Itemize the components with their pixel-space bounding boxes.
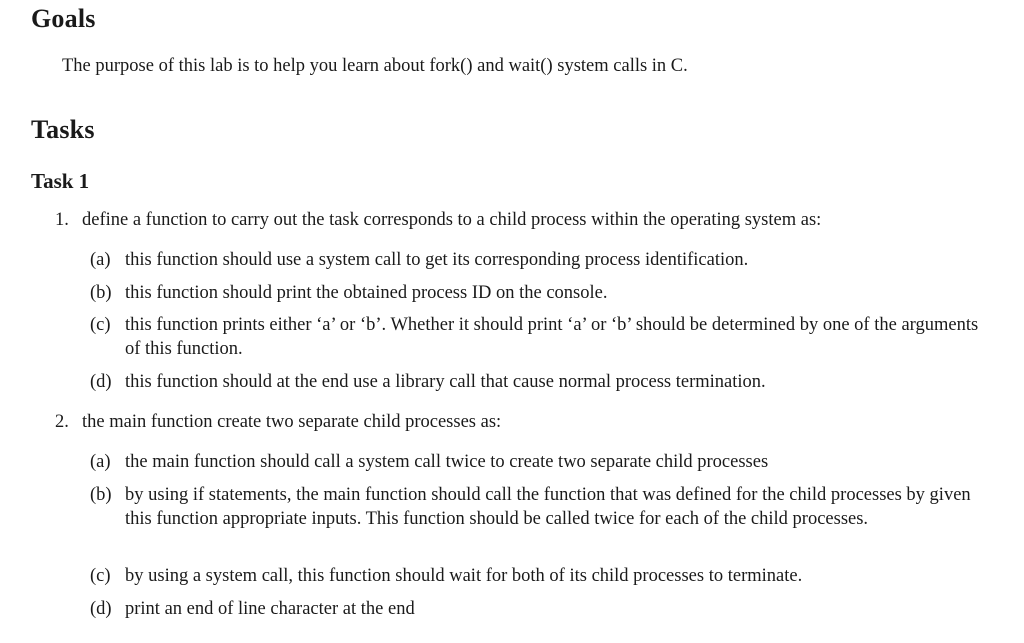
goals-paragraph: The purpose of this lab is to help you learn about fork() and wait() system calls in C. xyxy=(62,56,688,76)
sub-list-item-text: by using if statements, the main function should call the function that was defined for the child processes by given this function appropriate inputs. This function should be called twice for each of the child processes. xyxy=(125,485,971,529)
sub-list-item-marker: (d) xyxy=(90,599,112,619)
list-item xyxy=(55,410,990,434)
sub-list-item-marker: (c) xyxy=(90,566,111,586)
sub-list-item xyxy=(90,597,990,621)
list-item-marker: 1. xyxy=(55,210,69,230)
list-item-text: the main function create two separate child processes as: xyxy=(82,412,502,432)
sub-list-item-text: this function should at the end use a library call that cause normal process termination. xyxy=(125,372,766,392)
list-item xyxy=(55,208,990,232)
sub-list-item xyxy=(90,483,990,531)
task1-heading: Task 1 xyxy=(31,169,90,193)
sub-list-item-text: this function should print the obtained process ID on the console. xyxy=(125,283,608,303)
sub-list-item xyxy=(90,450,990,474)
sub-list-item-marker: (c) xyxy=(90,315,111,335)
sub-list-item-text: the main function should call a system call twice to create two separate child processes xyxy=(125,452,769,472)
sub-list-item-marker: (b) xyxy=(90,485,112,505)
sub-list-item-marker: (a) xyxy=(90,452,111,472)
sub-list-item xyxy=(90,281,990,305)
sub-list-item-text: this function prints either ‘a’ or ‘b’. Whether it should print ‘a’ or ‘b’ should be determined by one of the arguments of this function. xyxy=(125,315,979,359)
sub-list-item xyxy=(90,564,990,588)
sub-list-item xyxy=(90,370,990,394)
list-item-text: define a function to carry out the task corresponds to a child process within the operating system as: xyxy=(82,210,822,230)
sub-list-item-marker: (a) xyxy=(90,250,111,270)
sub-list-item xyxy=(90,248,990,272)
sub-list-item-text: by using a system call, this function should wait for both of its child processes to terminate. xyxy=(125,566,803,586)
list-item-marker: 2. xyxy=(55,412,69,432)
sub-list-item-marker: (b) xyxy=(90,283,112,303)
tasks-heading: Tasks xyxy=(31,115,95,144)
sub-list-item-text: print an end of line character at the end xyxy=(125,599,415,619)
sub-list-item xyxy=(90,313,990,361)
sub-list-item-marker: (d) xyxy=(90,372,112,392)
sub-list-item-text: this function should use a system call to get its corresponding process identification. xyxy=(125,250,749,270)
goals-heading: Goals xyxy=(31,4,96,33)
